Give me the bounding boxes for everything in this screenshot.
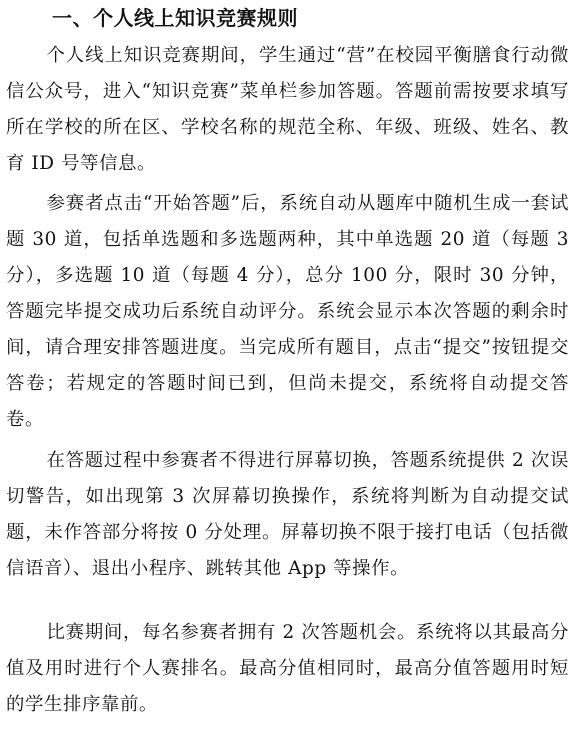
paragraph-participation: 个人线上知识竞赛期间，学生通过“营”在校园平衡膳食行动微信公众号，进入“知识竞赛”菜单栏参加答题。答题前需按要求填写所在学校的所在区、学校名称的规范全称、年级、班级、姓名、教育 ID 号等信息。 <box>6 45 569 174</box>
paragraph-answering-rules: 参赛者点击“开始答题”后，系统自动从题库中随机生成一套试题 30 道，包括单选题和多选题两种，其中单选题 20 道（每题 3 分），多选题 10 道（每题 4 分），总分 100 分，限时 30 分钟，答题完毕提交成功后系统自动评分。系统会显示本次答题的剩余时间，请合理安排答题进度。当完成所有题目，点击“提交”按钮提交答卷；若规定的答题时间已到，但尚未提交，系统将自动提交答卷。 <box>6 193 569 430</box>
section-heading: 一、个人线上知识竞赛规则 <box>52 6 298 30</box>
paragraph-ranking-rules: 比赛期间，每名参赛者拥有 2 次答题机会。系统将以其最高分值及用时进行个人赛排名。最高分值相同时，最高分值答题用时短的学生排序靠前。 <box>6 622 569 715</box>
paragraph-screen-switch-rules: 在答题过程中参赛者不得进行屏幕切换，答题系统提供 2 次误切警告，如出现第 3 次屏幕切换操作，系统将判断为自动提交试题，未作答部分将按 0 分处理。屏幕切换不限于接打电话（包括微信语音）、退出小程序、跳转其他 App 等操作。 <box>6 450 569 579</box>
